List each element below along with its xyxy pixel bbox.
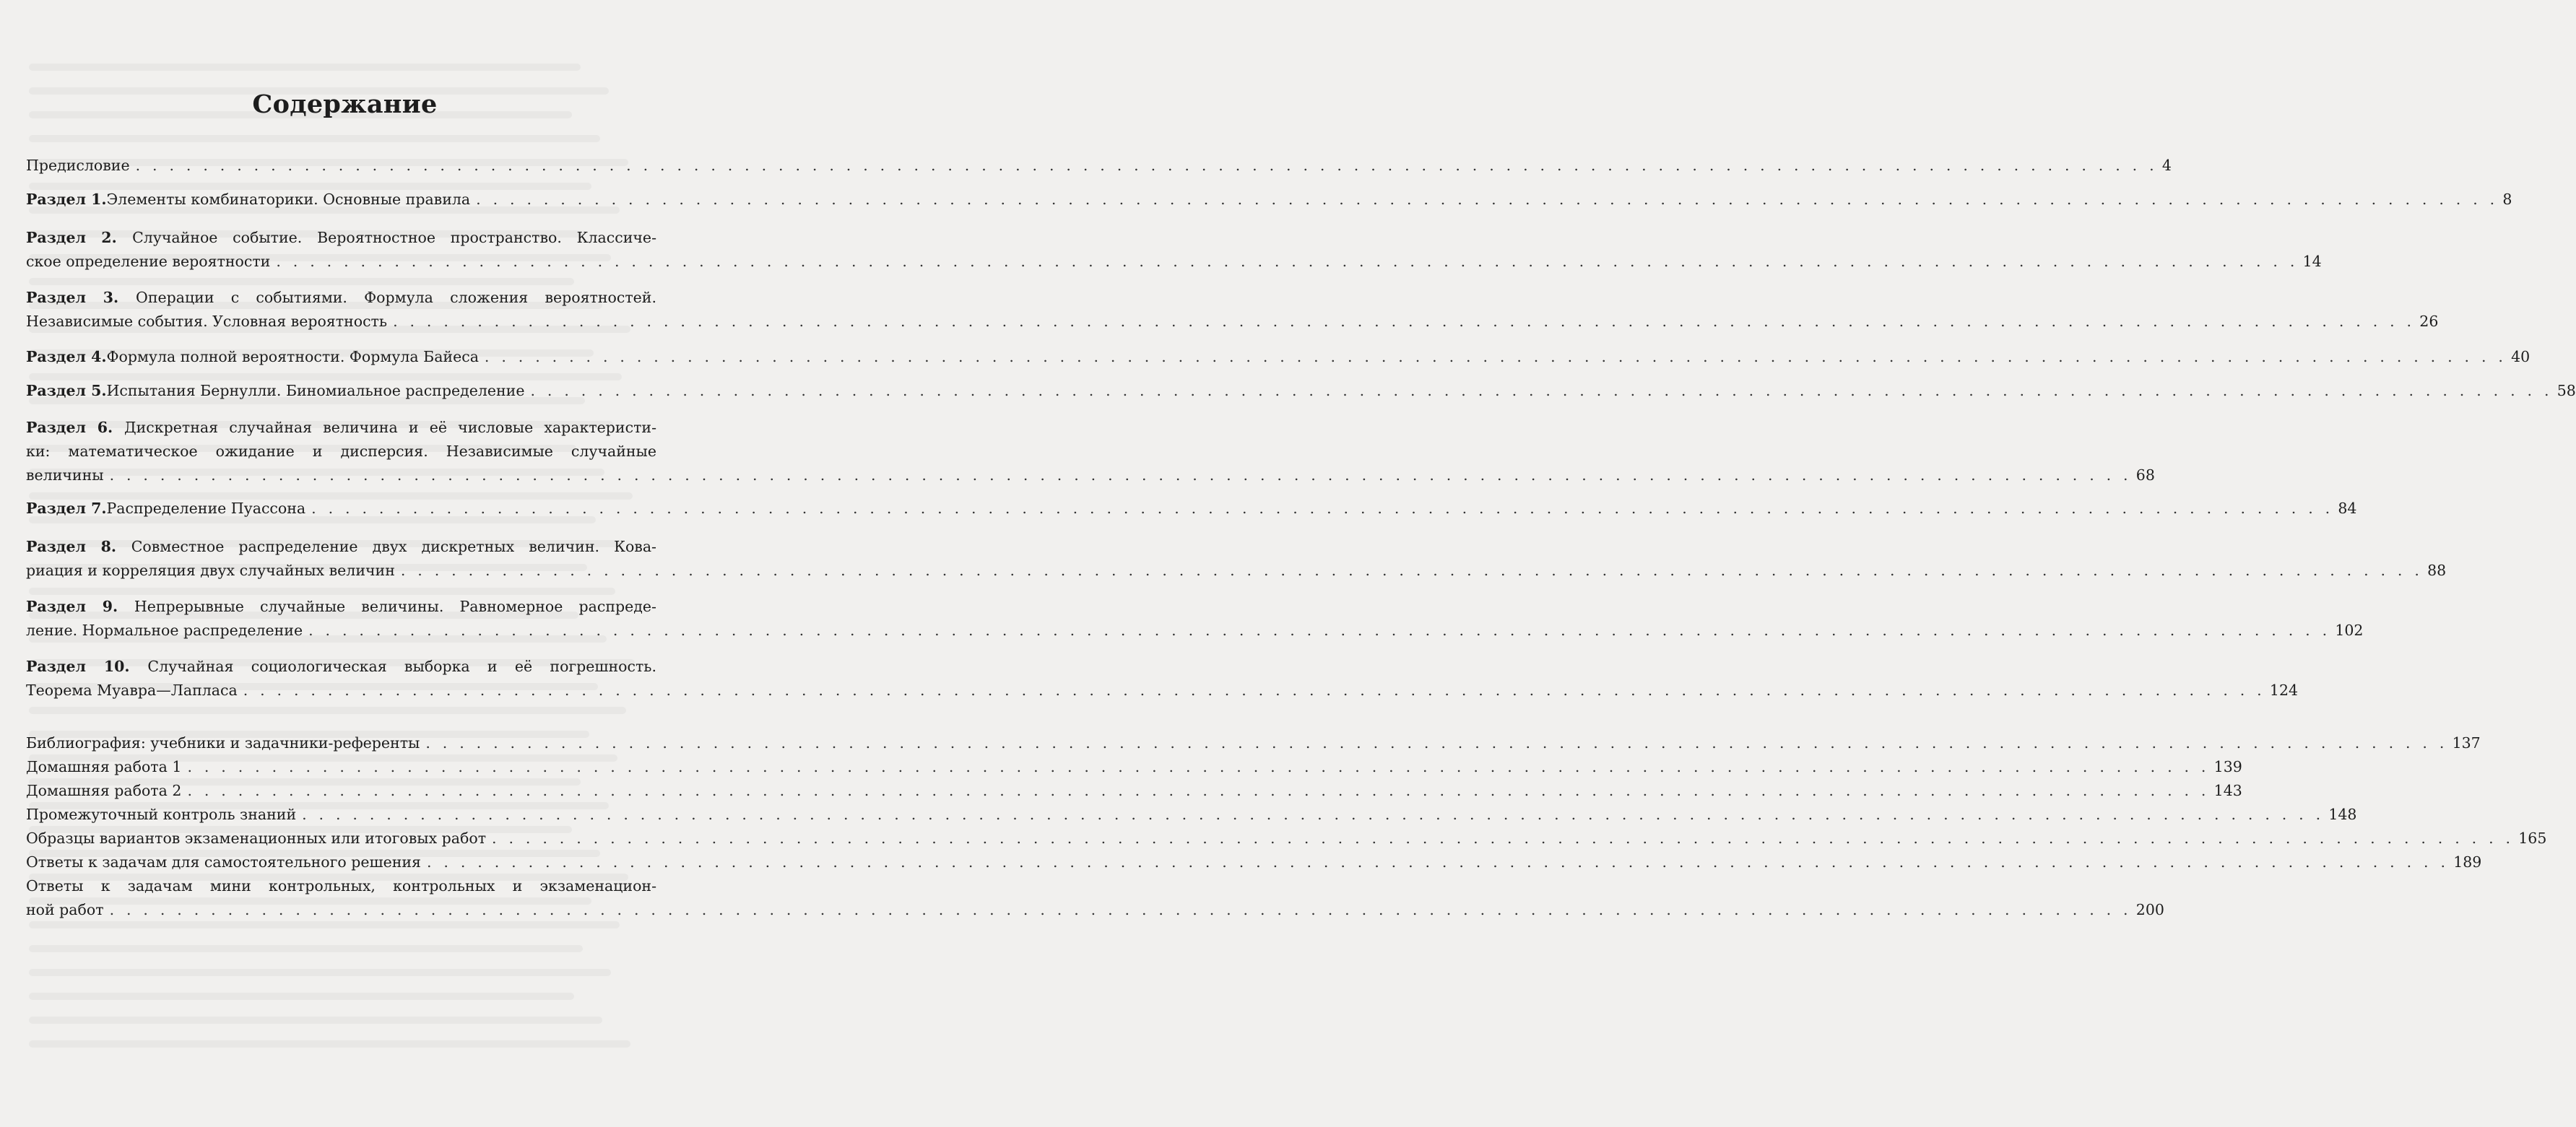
page-number: 26 xyxy=(2419,313,2439,330)
toc-entry-text: Домашняя работа 1 xyxy=(26,758,182,775)
dot-leader: . . . . . . . . . . . . . . . . . . . . . . . . . . . . . . . . . . . . . . . . . . . . . . . . . . . . . . . . . . . . . . . . . . . . . . . . . . . . . . . . . . . . . . . . . . . . . . . . . . . . . . . . . . . . . . . . . . . . . . . . xyxy=(187,758,2210,775)
section-number: Раздел 9. xyxy=(26,598,134,615)
toc-entry-text: Элементы комбинаторики. Основные правила xyxy=(106,191,471,208)
show-through-line xyxy=(29,1040,630,1048)
page-number: 189 xyxy=(2453,853,2482,871)
show-through-line xyxy=(29,921,620,928)
page-number: 8 xyxy=(2502,191,2512,208)
page-number: 143 xyxy=(2213,782,2242,799)
toc-entry xyxy=(26,850,2482,874)
page-number: 68 xyxy=(2135,466,2155,484)
show-through-line xyxy=(29,588,615,595)
toc-entry-line xyxy=(26,535,656,559)
toc-entry-text: Теорема Муавра—Лапласа xyxy=(26,682,238,699)
toc-entry xyxy=(26,286,2439,334)
show-through-line xyxy=(29,993,574,1000)
dot-leader: . . . . . . . . . . . . . . . . . . . . . . . . . . . . . . . . . . . . . . . . . . . . . . . . . . . . . . . . . . . . . . . . . . . . . . . . . . . . . . . . . . . . . . . . . . . . . . . . . . . . . . . . . . . . . . . . . . . . . . . . xyxy=(135,157,2158,174)
section-number: Раздел 10. xyxy=(26,658,148,675)
toc-entry-text: Промежуточный контроль знаний xyxy=(26,806,297,823)
page-number: 88 xyxy=(2427,562,2447,579)
toc-entry-line xyxy=(26,874,656,898)
toc-entry xyxy=(26,803,2357,827)
toc-entry-text: Испытания Бернулли. Биномиальное распределение xyxy=(106,382,525,399)
toc-entry-line xyxy=(26,679,2299,702)
section-number: Раздел 7. xyxy=(26,500,107,517)
dot-leader: . . . . . . . . . . . . . . . . . . . . . . . . . . . . . . . . . . . . . . . . . . . . . . . . . . . . . . . . . . . . . . . . . . . . . . . . . . . . . . . . . . . . . . . . . . . . . . . . . . . . . . . . . . . . . . . . . . . . . . . . xyxy=(109,466,2132,484)
toc-entry-line xyxy=(26,464,2155,487)
show-through-line xyxy=(29,1017,602,1024)
section-number: Раздел 6. xyxy=(26,419,124,436)
dot-leader: . . . . . . . . . . . . . . . . . . . . . . . . . . . . . . . . . . . . . . . . . . . . . . . . . . . . . . . . . . . . . . . . . . . . . . . . . . . . . . . . . . . . . . . . . . . . . . . . . . . . . . . . . . . . . . . . . . . . . . . . xyxy=(426,853,2450,871)
show-through-line xyxy=(29,135,600,142)
toc-entry-text: Формула полной вероятности. Формула Байеса xyxy=(106,348,479,365)
page-number: 124 xyxy=(2269,682,2299,699)
toc-title: Содержание xyxy=(252,90,438,119)
show-through-line xyxy=(29,64,581,71)
toc-entry-line xyxy=(26,440,656,464)
page-number: 139 xyxy=(2213,758,2242,775)
section-number: Раздел 8. xyxy=(26,538,131,555)
page-number: 84 xyxy=(2338,500,2357,517)
toc-entry xyxy=(26,226,2322,274)
dot-leader: . . . . . . . . . . . . . . . . . . . . . . . . . . . . . . . . . . . . . . . . . . . . . . . . . . . . . . . . . . . . . . . . . . . . . . . . . . . . . . . . . . . . . . . . . . . . . . . . . . . . . . . . . . . . . . . . . . . . . . . . xyxy=(308,622,2331,639)
toc-entry-text: Предисловие xyxy=(26,157,130,174)
toc-entry-line xyxy=(26,827,2547,850)
toc-entry-line xyxy=(26,803,2357,827)
page-number: 165 xyxy=(2518,830,2547,847)
toc-entry-text: ское определение вероятности xyxy=(26,253,271,270)
toc-entry xyxy=(26,731,2481,755)
toc-entry-line xyxy=(26,898,2164,922)
show-through-line xyxy=(29,707,626,714)
dot-leader: . . . . . . . . . . . . . . . . . . . . . . . . . . . . . . . . . . . . . . . . . . . . . . . . . . . . . . . . . . . . . . . . . . . . . . . . . . . . . . . . . . . . . . . . . . . . . . . . . . . . . . . . . . . . . . . . . . . . . . . . xyxy=(109,901,2132,918)
show-through-line xyxy=(29,945,583,952)
page-number: 40 xyxy=(2511,348,2531,365)
toc-entry xyxy=(26,345,2531,369)
toc-entry-line xyxy=(26,416,656,440)
dot-leader: . . . . . . . . . . . . . . . . . . . . . . . . . . . . . . . . . . . . . . . . . . . . . . . . . . . . . . . . . . . . . . . . . . . . . . . . . . . . . . . . . . . . . . . . . . . . . . . . . . . . . . . . . . . . . . . . . . . . . . . . xyxy=(311,500,2334,517)
section-number: Раздел 2. xyxy=(26,229,133,246)
toc-entry-text: Случайное событие. Вероятностное пространство. Классиче- xyxy=(132,229,656,246)
toc-entry xyxy=(26,379,2576,403)
show-through-line xyxy=(29,969,611,976)
dot-leader: . . . . . . . . . . . . . . . . . . . . . . . . . . . . . . . . . . . . . . . . . . . . . . . . . . . . . . . . . . . . . . . . . . . . . . . . . . . . . . . . . . . . . . . . . . . . . . . . . . . . . . . . . . . . . . . . . . . . . . . . xyxy=(393,313,2416,330)
section-number: Раздел 5. xyxy=(26,382,107,399)
toc-entry-text: Независимые события. Условная вероятность xyxy=(26,313,388,330)
toc-entry-text: риация и корреляция двух случайных величин xyxy=(26,562,395,579)
toc-entry xyxy=(26,154,2172,178)
toc-entry-text: ки: математическое ожидание и дисперсия. Независимые случайные xyxy=(26,443,656,460)
dot-leader: . . . . . . . . . . . . . . . . . . . . . . . . . . . . . . . . . . . . . . . . . . . . . . . . . . . . . . . . . . . . . . . . . . . . . . . . . . . . . . . . . . . . . . . . . . . . . . . . . . . . . . . . . . . . . . . . . . . . . . . . xyxy=(425,734,2448,752)
page-number: 200 xyxy=(2135,901,2164,918)
section-number: Раздел 1. xyxy=(26,191,107,208)
toc-entry xyxy=(26,497,2357,521)
toc-entry-line xyxy=(26,497,2357,521)
page-number: 14 xyxy=(2302,253,2322,270)
toc-entry-line xyxy=(26,310,2439,334)
toc-entry-text: величины xyxy=(26,466,104,484)
dot-leader: . . . . . . . . . . . . . . . . . . . . . . . . . . . . . . . . . . . . . . . . . . . . . . . . . . . . . . . . . . . . . . . . . . . . . . . . . . . . . . . . . . . . . . . . . . . . . . . . . . . . . . . . . . . . . . . . . . . . . . . . xyxy=(400,562,2424,579)
toc-entry-text: ной работ xyxy=(26,901,104,918)
toc-entry-text: Ответы к задачам для самостоятельного решения xyxy=(26,853,421,871)
dot-leader: . . . . . . . . . . . . . . . . . . . . . . . . . . . . . . . . . . . . . . . . . . . . . . . . . . . . . . . . . . . . . . . . . . . . . . . . . . . . . . . . . . . . . . . . . . . . . . . . . . . . . . . . . . . . . . . . . . . . . . . . xyxy=(276,253,2299,270)
toc-entry-line xyxy=(26,559,2447,583)
dot-leader: . . . . . . . . . . . . . . . . . . . . . . . . . . . . . . . . . . . . . . . . . . . . . . . . . . . . . . . . . . . . . . . . . . . . . . . . . . . . . . . . . . . . . . . . . . . . . . . . . . . . . . . . . . . . . . . . . . . . . . . . xyxy=(187,782,2210,799)
section-number: Раздел 4. xyxy=(26,348,107,365)
toc-entry xyxy=(26,655,2299,702)
page-number: 4 xyxy=(2161,157,2172,174)
toc-entry-line xyxy=(26,595,656,619)
toc-entry xyxy=(26,779,2242,803)
toc-entry-text: ление. Нормальное распределение xyxy=(26,622,303,639)
toc-entry-text: Домашняя работа 2 xyxy=(26,782,182,799)
toc-entry-text: Совместное распределение двух дискретных величин. Кова- xyxy=(131,538,656,555)
dot-leader: . . . . . . . . . . . . . . . . . . . . . . . . . . . . . . . . . . . . . . . . . . . . . . . . . . . . . . . . . . . . . . . . . . . . . . . . . . . . . . . . . . . . . . . . . . . . . . . . . . . . . . . . . . . . . . . . . . . . . . . . xyxy=(302,806,2325,823)
toc-entry-line xyxy=(26,286,656,310)
show-through-line xyxy=(29,278,574,285)
toc-entry xyxy=(26,535,2447,583)
toc-entry-line xyxy=(26,655,656,679)
toc-entry-line xyxy=(26,731,2481,755)
toc-entry-text: Ответы к задачам мини контрольных, контрольных и экзаменацион- xyxy=(26,877,656,895)
toc-entry-line xyxy=(26,755,2242,779)
dot-leader: . . . . . . . . . . . . . . . . . . . . . . . . . . . . . . . . . . . . . . . . . . . . . . . . . . . . . . . . . . . . . . . . . . . . . . . . . . . . . . . . . . . . . . . . . . . . . . . . . . . . . . . . . . . . . . . . . . . . . . . . xyxy=(243,682,2265,699)
toc-entry xyxy=(26,874,2164,922)
toc-entry-line xyxy=(26,779,2242,803)
toc-entry-line xyxy=(26,345,2531,369)
section-number: Раздел 3. xyxy=(26,289,136,306)
dot-leader: . . . . . . . . . . . . . . . . . . . . . . . . . . . . . . . . . . . . . . . . . . . . . . . . . . . . . . . . . . . . . . . . . . . . . . . . . . . . . . . . . . . . . . . . . . . . . . . . . . . . . . . . . . . . . . . . . . . . . . . . xyxy=(492,830,2515,847)
page-number: 58 xyxy=(2557,382,2576,399)
toc-entry xyxy=(26,827,2547,850)
toc-entry-text: Образцы вариантов экзаменационных или итоговых работ xyxy=(26,830,487,847)
toc-entry-line xyxy=(26,379,2576,403)
toc-entry-text: Непрерывные случайные величины. Равномерное распреде- xyxy=(134,598,656,615)
toc-entry-text: Операции с событиями. Формула сложения вероятностей. xyxy=(136,289,656,306)
toc-entry-line xyxy=(26,850,2482,874)
toc-entry-line xyxy=(26,226,656,250)
toc-entry xyxy=(26,188,2512,212)
toc-entry-text: Библиография: учебники и задачники-референты xyxy=(26,734,420,752)
toc-entry-text: Распределение Пуассона xyxy=(106,500,306,517)
dot-leader: . . . . . . . . . . . . . . . . . . . . . . . . . . . . . . . . . . . . . . . . . . . . . . . . . . . . . . . . . . . . . . . . . . . . . . . . . . . . . . . . . . . . . . . . . . . . . . . . . . . . . . . . . . . . . . . . . . . . . . . . xyxy=(530,382,2553,399)
toc-entry-line xyxy=(26,250,2322,274)
page-number: 102 xyxy=(2335,622,2364,639)
toc-entry xyxy=(26,416,2155,487)
toc-entry xyxy=(26,595,2364,643)
toc-entry-line xyxy=(26,188,2512,212)
toc-entry xyxy=(26,755,2242,779)
toc-entry-line xyxy=(26,154,2172,178)
toc-entry-text: Случайная социологическая выборка и её погрешность. xyxy=(147,658,656,675)
toc-entry-line xyxy=(26,619,2364,643)
dot-leader: . . . . . . . . . . . . . . . . . . . . . . . . . . . . . . . . . . . . . . . . . . . . . . . . . . . . . . . . . . . . . . . . . . . . . . . . . . . . . . . . . . . . . . . . . . . . . . . . . . . . . . . . . . . . . . . . . . . . . . . . xyxy=(476,191,2499,208)
toc-entry-text: Дискретная случайная величина и её числовые характеристи- xyxy=(123,419,656,436)
dot-leader: . . . . . . . . . . . . . . . . . . . . . . . . . . . . . . . . . . . . . . . . . . . . . . . . . . . . . . . . . . . . . . . . . . . . . . . . . . . . . . . . . . . . . . . . . . . . . . . . . . . . . . . . . . . . . . . . . . . . . . . . xyxy=(484,348,2507,365)
page-number: 148 xyxy=(2328,806,2357,823)
page-number: 137 xyxy=(2452,734,2481,752)
